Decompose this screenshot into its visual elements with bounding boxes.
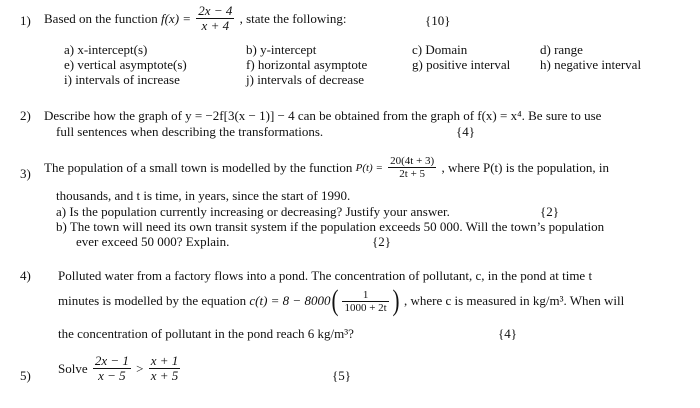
q5-number: 5) [20,368,31,383]
q3-number: 3) [20,166,31,181]
q5-operator: > [136,360,144,376]
q3-fraction-denominator: 2t + 5 [399,168,426,180]
q1-fraction [196,4,234,33]
q5-left-numerator: 2x − 1 [94,353,129,368]
q3-part-a-marks: {2} [540,204,559,219]
q4-line-2-tail: , where c is measured in kg/m³. When will [403,293,625,308]
q1-item-j: j) intervals of decrease [246,72,365,87]
q4-fraction [342,289,388,314]
q4-number: 4) [20,268,31,283]
q5-left-denominator: x − 5 [98,368,126,383]
q5-right-denominator: x + 5 [150,368,179,383]
q5-right-numerator: x + 1 [150,353,179,368]
q4-fraction-denominator: 1000 + 2t [344,301,387,314]
q1-item-a: a) x-intercept(s) [64,42,148,57]
q1-number: 1) [20,13,31,28]
q3-line-2: thousands, and t is time, in years, since the start of 1990. [56,188,351,203]
q3-intro-line [44,155,609,180]
q5-right-fraction [149,354,181,383]
q1-item-e: e) vertical asymptote(s) [64,57,187,72]
q5-inequality [58,354,182,383]
q2-line-2: full sentences when describing the transformations. [56,124,324,139]
q3-tail: , where P(t) is the population, in [441,159,609,175]
q2-marks: {4} [456,124,475,139]
q3-fraction-numerator: 20(4t + 3) [390,155,435,167]
q1-item-d: d) range [540,42,583,57]
q1-item-i: i) intervals of increase [64,72,180,87]
q1-intro: Based on the function [44,10,158,26]
q3-fraction [388,155,436,180]
q4-marks: {4} [498,326,517,341]
q1-intro-line [44,4,346,33]
q3-part-b-line-2: ever exceed 50 000? Explain. [76,234,230,249]
q4-line-2 [58,286,624,316]
q3-function-lhs: P(t) = [355,161,383,174]
q1-item-g: g) positive interval [412,57,511,72]
q3-intro: The population of a small town is modelled by the function [44,159,353,175]
q1-item-b: b) y-intercept [246,42,317,57]
q4-line-1: Polluted water from a factory flows into a pond. The concentration of pollutant, c, in the pond at time t [58,268,593,283]
q3-part-b-marks: {2} [372,234,391,249]
q4-fraction-numerator: 1 [342,289,388,302]
q1-item-f: f) horizontal asymptote [246,57,368,72]
q4-equation-lhs: c(t) = 8 − 8000 [249,293,331,308]
q3-part-a: a) Is the population currently increasing or decreasing? Justify your answer. [56,204,450,219]
q4-right-paren: ) [392,284,400,317]
q1-item-c: c) Domain [412,42,468,57]
q4-left-paren: ( [331,284,339,317]
q1-fraction-numerator: 2x − 4 [198,3,233,18]
q1-marks: {10} [425,13,451,28]
q5-marks: {5} [332,368,351,383]
q4-line-2-text: minutes is modelled by the equation [58,293,247,308]
q1-item-h: h) negative interval [540,57,642,72]
q4-line-3: the concentration of pollutant in the pond reach 6 kg/m³? [58,326,354,341]
q1-function-lhs: f(x) = [160,10,192,26]
q3-part-b-line-1: b) The town will need its own transit system if the population exceeds 50 000. Will the town’s population [56,219,605,234]
q2-number: 2) [20,108,31,123]
q5-left-fraction [93,354,131,383]
q1-fraction-denominator: x + 4 [201,18,230,33]
q5-solve-label: Solve [58,360,88,376]
q2-line-1: Describe how the graph of y = −2f[3(x − 1)] − 4 can be obtained from the graph of f(x) = x⁴. Be sure to use [44,108,602,123]
q1-tail: , state the following: [239,10,347,26]
